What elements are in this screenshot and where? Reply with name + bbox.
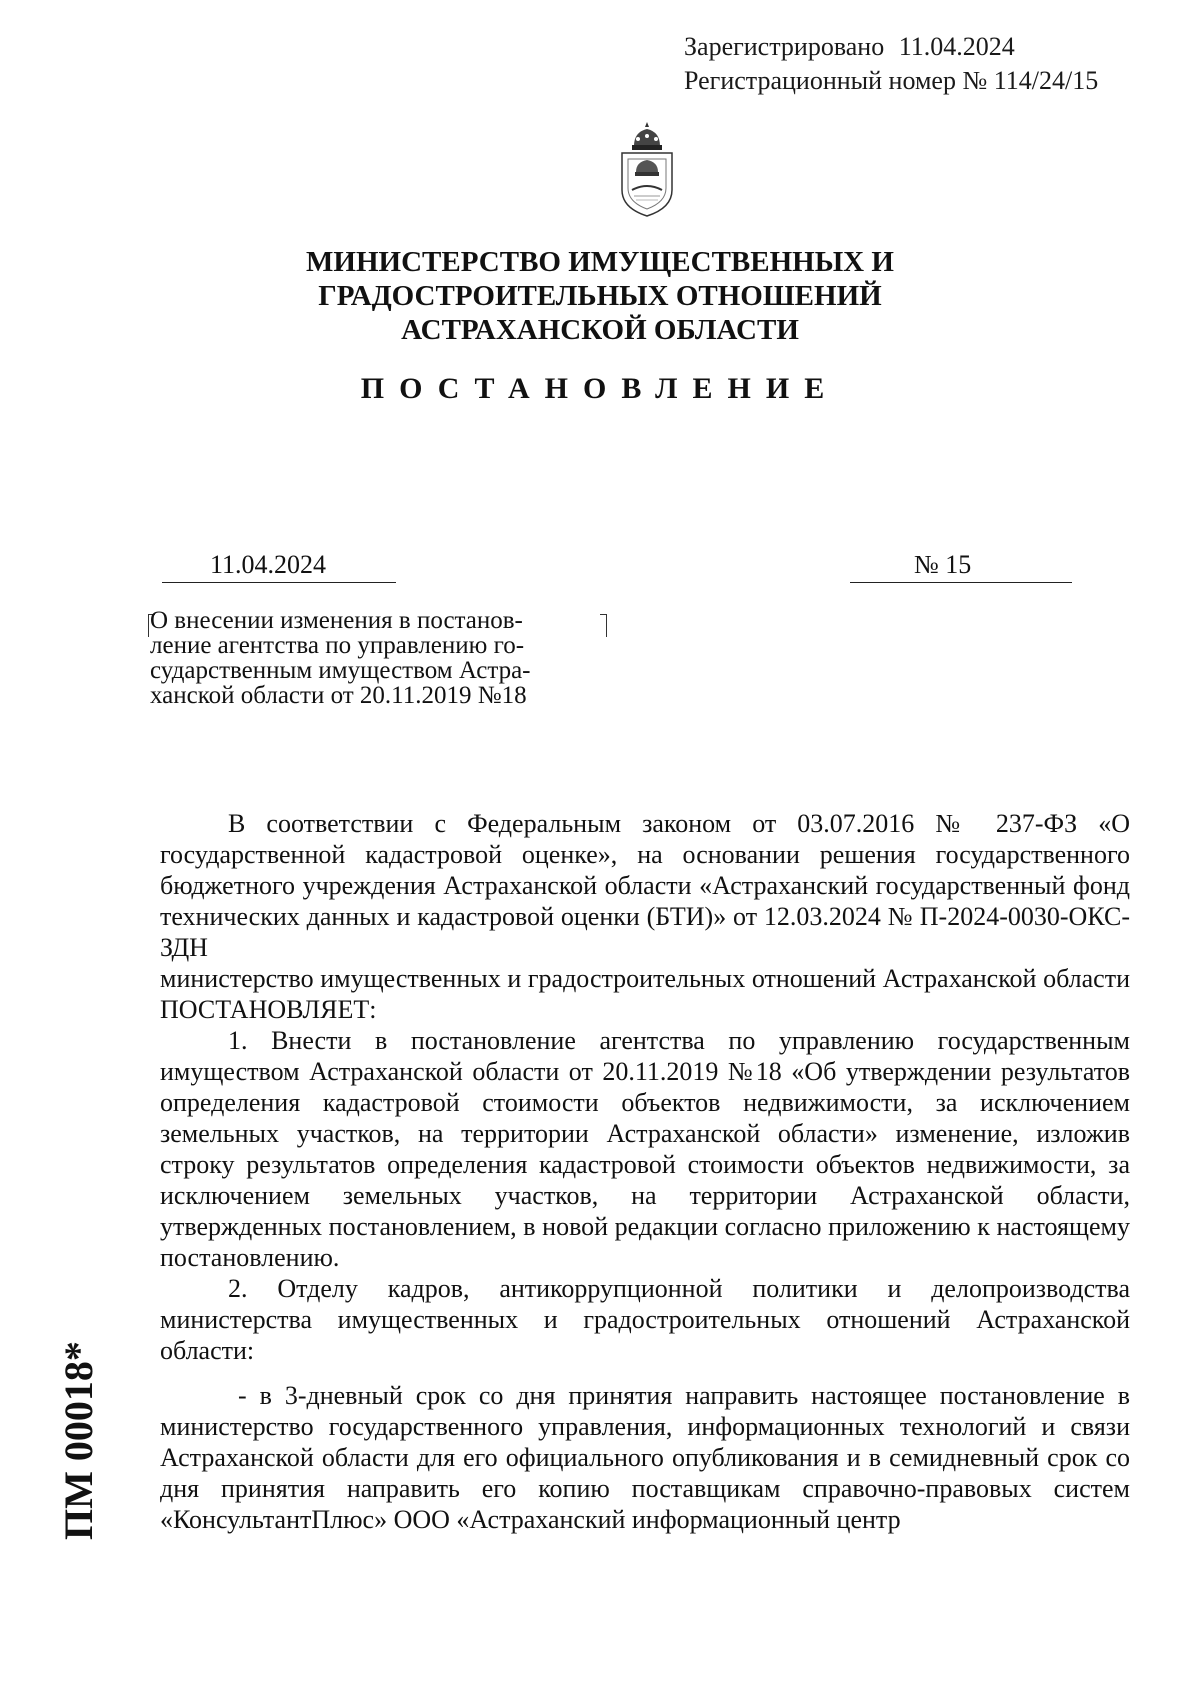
side-document-code: ПМ 00018* (56, 1341, 101, 1540)
registration-number: Регистрационный номер № 114/24/15 (684, 66, 1099, 95)
registration-stamp (684, 30, 1098, 98)
decree-number: № 15 (914, 550, 972, 579)
subject-line-2: ление агентства по управлению го- (150, 632, 525, 659)
ministry-line-1: МИНИСТЕРСТВО ИМУЩЕСТВЕННЫХ И (306, 246, 894, 278)
item-2-dash-paragraph: - в 3-дневный срок со дня принятия направить настоящее постановление в министерство государственного управления, информационных технологий и связи Астраханской области для его официального опубликования и в семидневный срок со дня принятия направить его копию поставщикам справочно-правовых систем «КонсультантПлюс» ООО «Астраханский информационный центр (160, 1381, 1130, 1534)
decree-subject (150, 608, 610, 708)
decree-number-field (850, 546, 1072, 583)
preamble-paragraph: В соответствии с Федеральным законом от 03.07.2016 № 237-ФЗ «О государственной кадастровой оценке», на основании решения государственного бюджетного учреждения Астраханской области «Астраханский государственный фонд технических данных и кадастровой оценки (БТИ)» от 12.03.2024 № П-2024-0030-ОКС-ЗДН (160, 809, 1130, 962)
ministry-line-3: АСТРАХАНСКОЙ ОБЛАСТИ (401, 314, 799, 346)
decree-date-field (162, 546, 396, 583)
subject-line-1: О внесении изменения в постанов- (150, 607, 523, 634)
coat-of-arms-icon (612, 120, 682, 220)
decree-body (160, 808, 1130, 1535)
resolves-paragraph: министерство имущественных и градостроительных отношений Астраханской области ПОСТАНОВЛЯЕТ: (160, 964, 1130, 1024)
decree-date: 11.04.2024 (210, 550, 327, 579)
decree-title: ПОСТАНОВЛЕНИЕ (360, 372, 840, 405)
ministry-name (260, 245, 940, 347)
registration-date: Зарегистрировано 11.04.2024 (684, 32, 1015, 61)
subject-line-4: ханской области от 20.11.2019 №18 (150, 682, 527, 709)
item-1-paragraph: 1. Внести в постановление агентства по управлению государственным имуществом Астраханской области от 20.11.2019 №18 «Об утверждении результатов определения кадастровой стоимости объектов недвижимости, за исключением земельных участков, на территории Астраханской области» изменение, изложив строку результатов определения кадастровой стоимости объектов недвижимости, за исключением земельных участков, на территории Астраханской области, утвержденных постановлением, в новой редакции согласно приложению к настоящему постановлению. (160, 1026, 1130, 1272)
ministry-line-2: ГРАДОСТРОИТЕЛЬНЫХ ОТНОШЕНИЙ (318, 280, 882, 312)
subject-line-3: сударственным имуществом Астра- (150, 657, 531, 684)
item-2-paragraph: 2. Отделу кадров, антикоррупционной политики и делопроизводства министерства имущественных и градостроительных отношений Астраханской области: (160, 1274, 1130, 1365)
